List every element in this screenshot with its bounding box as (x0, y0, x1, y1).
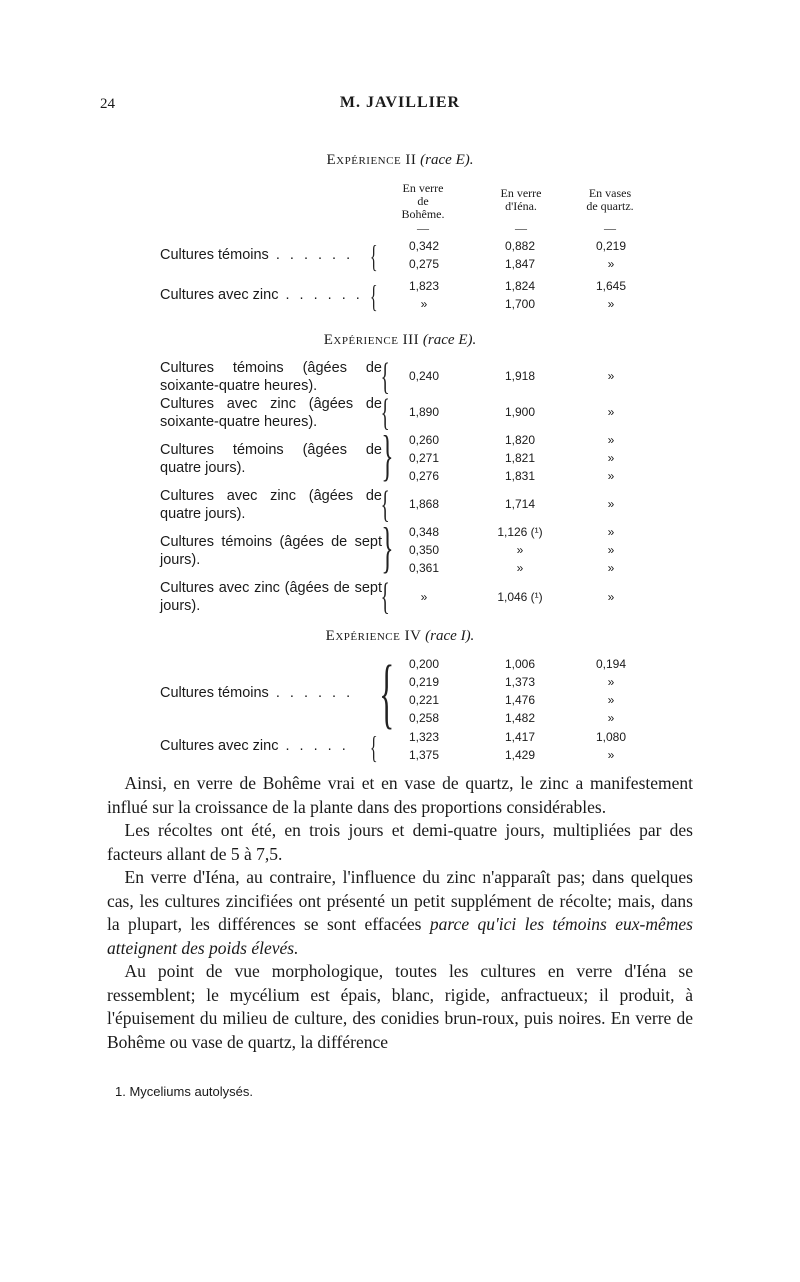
exp4-r1-iena-1: 1,006 (504, 657, 536, 671)
paragraph-3-italic: parce qu'ici les témoins eux-mêmes atteignent des poids élevés. (107, 914, 693, 958)
running-title: M. JAVILLIER (339, 94, 461, 111)
paragraph-2: Les récoltes ont été, en trois jours et demi-quatre jours, multipliées par des facteurs allant de 5 à 7,5. (107, 820, 693, 864)
exp4-r2-quartz-1: 1,080 (595, 730, 627, 744)
body-text (107, 772, 693, 1054)
exp2-title-prefix: Expérience II (326, 152, 417, 168)
exp2-title (160, 152, 640, 169)
exp3-row3-label: Cultures témoins (âgées de quatre jours). (160, 442, 382, 476)
exp3-r1-iena-1: 1,918 (504, 369, 536, 383)
exp3-r6-boheme-1: » (420, 590, 428, 604)
exp3-r2-quartz-1: » (607, 405, 615, 419)
brace: { (369, 729, 378, 765)
exp2-row2-label: Cultures avec zinc . . . . . . (160, 287, 363, 303)
exp2-r1-iena-1: 0,882 (504, 239, 536, 253)
brace: { (369, 238, 378, 274)
exp3-row1-label: Cultures témoins (âgées de soixante-quatre heures). (160, 360, 382, 394)
exp3-title-prefix: Expérience III (323, 332, 420, 348)
exp3-r4-boheme-1: 1,868 (408, 497, 440, 511)
exp4-r1-iena-2: 1,373 (504, 675, 536, 689)
exp3-title (160, 332, 640, 349)
exp4-r1-iena-3: 1,476 (504, 693, 536, 707)
exp3-r1-boheme-1: 0,240 (408, 369, 440, 383)
exp3-r6-quartz-1: » (607, 590, 615, 604)
brace: { (380, 356, 390, 398)
paragraph-4: Au point de vue morphologique, toutes les cultures en verre d'Iéna se ressemblent; le mycélium est épais, blanc, rigide, anfractueux; il produit, à l'épuisement du milieu de culture, des conidies brun-roux, puis noires. En verre de Bohême ou vase de quartz, la différence (107, 961, 693, 1052)
exp3-r5-quartz-1: » (607, 525, 615, 539)
exp3-r3-iena-2: 1,821 (504, 451, 536, 465)
exp3-row5-label: Cultures témoins (âgées de sept jours). (160, 534, 382, 568)
paragraph-1: Ainsi, en verre de Bohême vrai et en vase de quartz, le zinc a manifestement influé sur la croissance de la plante dans des proportions considérables. (107, 773, 693, 817)
exp3-r3-boheme-2: 0,271 (408, 451, 440, 465)
brace: { (380, 576, 390, 618)
exp2-title-race: (race E). (420, 152, 474, 168)
exp3-title-race: (race E). (422, 332, 477, 348)
exp4-title (160, 628, 640, 645)
exp2-r1-iena-2: 1,847 (504, 257, 536, 271)
col-dash-iena: — (515, 221, 527, 235)
exp3-r3-iena-3: 1,831 (504, 469, 536, 483)
exp3-row2-label: Cultures avec zinc (âgées de soixante-quatre heures). (160, 396, 382, 430)
exp2-row1-label: Cultures témoins . . . . . . (160, 247, 354, 263)
page-number: 24 (100, 96, 115, 112)
brace: { (380, 392, 390, 434)
exp3-r5-boheme-3: 0,361 (408, 561, 440, 575)
exp3-r3-quartz-3: » (607, 469, 615, 483)
exp4-r2-iena-1: 1,417 (504, 730, 536, 744)
exp4-r1-quartz-2: » (607, 675, 615, 689)
exp3-r5-quartz-2: » (607, 543, 615, 557)
col-header-quartz: En vases de quartz. (586, 186, 634, 213)
exp3-r3-iena-1: 1,820 (504, 433, 536, 447)
exp2-r2-boheme-2: » (420, 297, 428, 311)
exp3-r4-iena-1: 1,714 (504, 497, 536, 511)
brace: } (381, 425, 394, 487)
exp3-r5-boheme-1: 0,348 (408, 525, 440, 539)
exp4-title-race: (race I). (425, 628, 475, 644)
exp4-row2-label: Cultures avec zinc . . . . . (160, 738, 349, 754)
exp2-r1-boheme-1: 0,342 (408, 239, 440, 253)
exp3-r2-boheme-1: 1,890 (408, 405, 440, 419)
exp3-r1-quartz-1: » (607, 369, 615, 383)
exp4-r1-quartz-3: » (607, 693, 615, 707)
exp2-r2-quartz-1: 1,645 (595, 279, 627, 293)
exp4-r1-iena-4: 1,482 (504, 711, 536, 725)
exp4-r2-iena-2: 1,429 (504, 748, 536, 762)
col-dash-quartz: — (604, 221, 616, 235)
exp2-r2-iena-1: 1,824 (504, 279, 536, 293)
exp3-r6-iena-1: 1,046 (¹) (497, 590, 543, 604)
col-header-iena: En verre d'Iéna. (500, 186, 542, 213)
exp3-r5-iena-3: » (516, 561, 524, 575)
exp2-r1-quartz-2: » (607, 257, 615, 271)
exp3-row4-label: Cultures avec zinc (âgées de quatre jours). (160, 488, 382, 522)
exp4-r1-boheme-3: 0,221 (408, 693, 440, 707)
exp4-row1-label: Cultures témoins . . . . . . (160, 685, 354, 701)
exp2-r2-quartz-2: » (607, 297, 615, 311)
exp2-r2-iena-2: 1,700 (504, 297, 536, 311)
exp3-r5-quartz-3: » (607, 561, 615, 575)
brace: { (369, 278, 378, 314)
brace: { (379, 649, 395, 736)
exp4-r1-boheme-1: 0,200 (408, 657, 440, 671)
exp2-r1-quartz-1: 0,219 (595, 239, 627, 253)
exp4-r2-boheme-1: 1,323 (408, 730, 440, 744)
exp3-r5-iena-2: » (516, 543, 524, 557)
exp4-r1-quartz-1: 0,194 (595, 657, 627, 671)
col-header-boheme: En verre de Bohême. (401, 181, 445, 221)
exp3-r3-boheme-3: 0,276 (408, 469, 440, 483)
exp3-r5-iena-1: 1,126 (¹) (497, 525, 543, 539)
col-dash-boheme: — (417, 221, 429, 235)
exp3-r2-iena-1: 1,900 (504, 405, 536, 419)
exp3-row6-label: Cultures avec zinc (âgées de sept jours). (160, 580, 382, 614)
exp3-r4-quartz-1: » (607, 497, 615, 511)
exp4-title-prefix: Expérience IV (325, 628, 422, 644)
exp3-r3-quartz-2: » (607, 451, 615, 465)
exp3-r5-boheme-2: 0,350 (408, 543, 440, 557)
brace: } (381, 517, 394, 579)
exp4-r1-boheme-4: 0,258 (408, 711, 440, 725)
exp2-r2-boheme-1: 1,823 (408, 279, 440, 293)
exp3-r3-quartz-1: » (607, 433, 615, 447)
exp4-r1-quartz-4: » (607, 711, 615, 725)
exp2-r1-boheme-2: 0,275 (408, 257, 440, 271)
paragraph-3: En verre d'Iéna, au contraire, l'influence du zinc n'apparaît pas; dans quelques cas, les cultures zincifiées ont présenté un petit supplément de récolte; mais, dans la plupart, les différences se sont effacées parce qu'ici les témoins eux-mêmes atteignent des poids élevés. (107, 867, 693, 958)
exp4-r2-boheme-2: 1,375 (408, 748, 440, 762)
exp4-r2-quartz-2: » (607, 748, 615, 762)
brace: { (380, 484, 390, 526)
footnote: 1. Myceliums autolysés. (115, 1084, 253, 1099)
exp3-r3-boheme-1: 0,260 (408, 433, 440, 447)
exp4-r1-boheme-2: 0,219 (408, 675, 440, 689)
